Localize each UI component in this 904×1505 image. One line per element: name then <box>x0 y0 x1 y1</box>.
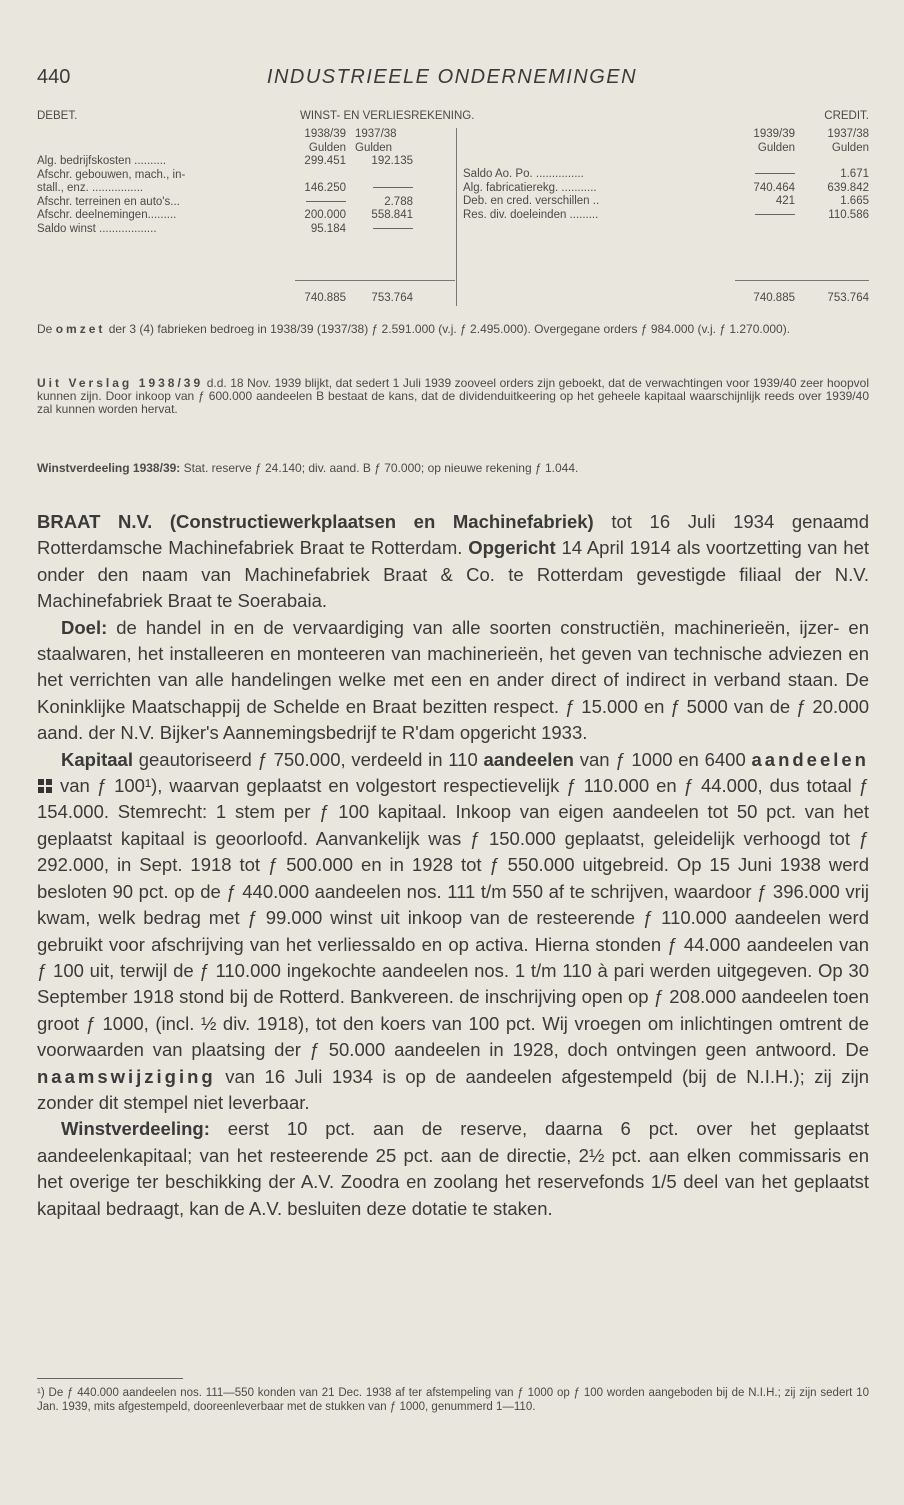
four-squares-icon <box>37 778 53 794</box>
year-header: 1937/38 <box>355 128 397 140</box>
kapitaal-text: van ƒ 100¹), waarvan geplaatst en volgestort respectievelijk ƒ 110.000 en ƒ 44.000, dus totaal ƒ 154.000. Stemrecht: 1 stem per ƒ 100 kapitaal. Inkoop van eigen aandeelen tot 50 pct. van het geplaatst kapitaal is geoorloofd. Aanvankelijk was ƒ 150.000 geplaatst, geleidelijk verhoogd tot ƒ 292.000, in Sept. 1918 tot ƒ 500.000 en in 1928 tot ƒ 550.000 uitgebreid. Op 15 Juni 1938 werd besloten 90 pct. op de ƒ 440.000 aandeelen nos. 111 t/m 550 af te schrijven, waardoor ƒ 396.000 vrij kwam, welk bedrag met ƒ 99.000 winst uit inkoop van de resteerende ƒ 110.000 aandeelen werd gebruikt voor afschrijving van het verliessaldo en op activa. Hierna stonden ƒ 44.000 aandeelen van ƒ 100 uit, terwijl de ƒ 110.000 ingekochte aandeelen nos. 1 t/m 110 à pari werden uitgegeven. Op 30 September 1918 stond bij de Rotterd. Bankvereen. de inschrijving open op ƒ 208.000 aandeelen toen groot ƒ 1000, (incl. ½ div. 1918), tot den koers van 100 pct. Wij vroegen om inlichtingen omtrent de voorwaarden van plaatsing der ƒ 50.000 aandeelen in 1928, doch ontvingen geen antwoord. De <box>37 775 870 1061</box>
naamswijziging-label: naamswijziging <box>37 1065 216 1087</box>
left-column-2 <box>353 155 413 236</box>
company-intro-text: tot 16 Juli 1934 genaamd Rotterdamsche Machinefabriek Braat te Rotterdam. <box>37 511 870 559</box>
cell-dash <box>292 196 346 210</box>
year-header: 1937/38 <box>827 128 869 140</box>
cell: 740.464 <box>753 181 795 194</box>
footnote-text: De ƒ 440.000 aandeelen nos. 111—550 konden van 21 Dec. 1938 af ter afstempeling van ƒ 1000 op ƒ 100 worden aangeboden bij de N.I.H.; zij zijn sedert 10 Jan. 1939, mits afgestempeld, dooreenleverbaar met de stukken van ƒ 1000, genummerd 1—110. <box>37 1387 869 1413</box>
left-total-2: 753.764 <box>371 292 413 304</box>
left-label: Alg. bedrijfskosten .......... <box>37 155 167 167</box>
doel-paragraph <box>37 615 869 747</box>
opgericht-label: Opgericht <box>468 537 556 559</box>
omzet-paragraph <box>37 323 869 336</box>
year-header: 1939/39 <box>753 128 795 140</box>
footnote-marker: ¹) <box>37 1387 45 1399</box>
right-label: Alg. fabricatierekg. ........... <box>463 181 597 194</box>
account-header <box>37 110 869 126</box>
right-column-2 <box>805 168 869 222</box>
cell-dash <box>353 182 413 196</box>
company-entry <box>37 509 869 1222</box>
right-column-1 <box>733 168 795 222</box>
cell: 1.665 <box>840 195 869 207</box>
center-divider <box>456 128 457 306</box>
right-label: Saldo Ao. Po. ............... <box>463 168 584 180</box>
credit-label: CREDIT. <box>824 110 869 122</box>
left-year-2 <box>355 128 415 155</box>
kapitaal-paragraph <box>37 747 869 1117</box>
doel-label: Doel: <box>61 616 108 638</box>
profit-loss-account <box>37 110 869 310</box>
winstverdeeling-summary <box>37 462 869 475</box>
cell <box>353 169 413 183</box>
winstverdeeling-text: eerst 10 pct. aan de reserve, daarna 6 pct. over het geplaatst aandeelenkapitaal; van het resteerende 25 pct. aan de directie, 2½ pct. aan elken commissaris en het overige ter beschikking der A.V. Zoodra en zoolang het reservefonds 1/5 deel van het geplaatst kapitaal bedraagt, kan de A.V. besluiten deze dotatie te staken. <box>37 1118 869 1219</box>
verslag-paragraph <box>37 377 869 416</box>
kapitaal-text: van ƒ 1000 en 6400 <box>579 748 746 770</box>
unit-header: Gulden <box>831 141 869 154</box>
left-label: Afschr. gebouwen, mach., in- <box>37 168 186 181</box>
cell <box>292 169 346 183</box>
left-total-rule <box>295 280 455 281</box>
right-total-rule <box>735 280 869 281</box>
footnote-rule <box>37 1378 183 1379</box>
doel-text: de handel in en de vervaardiging van alle soorten constructiën, machinerieën, ijzer- en staalwaren, het installeeren en monteeren van machinerieën, het geven van technische adviezen en het verrichten van alle handelingen welke met een en ander direct of indirect in verband staan. De Koninklijke Maatschappij de Schelde en Braat bezitten respect. ƒ 15.000 en ƒ 5000 van de ƒ 20.000 aand. der N.V. Bijker's Aannemingsbedrijf te R'dam opgericht 1933. <box>37 616 869 744</box>
cell: 200.000 <box>304 209 346 221</box>
left-year-1 <box>292 128 346 155</box>
unit-header: Gulden <box>355 141 393 154</box>
cell: 2.788 <box>384 195 413 208</box>
omzet-keyword: omzet <box>55 322 106 336</box>
right-total-1: 740.885 <box>753 292 795 304</box>
page-number: 440 <box>37 66 71 88</box>
cell: 299.451 <box>304 155 346 167</box>
aandeelen-label: aandeelen <box>483 748 574 770</box>
kapitaal-text: geautoriseerd ƒ 750.000, verdeeld in 110 <box>138 748 478 770</box>
omzet-prefix: De <box>37 322 53 336</box>
page-header <box>37 66 867 92</box>
kapitaal-label: Kapitaal <box>61 748 133 770</box>
right-total-2: 753.764 <box>827 292 869 304</box>
company-intro <box>37 509 869 615</box>
cell-dash <box>353 223 413 237</box>
right-labels <box>463 168 731 222</box>
cell: 192.135 <box>371 155 413 167</box>
right-label: Res. div. doeleinden ......... <box>463 208 599 221</box>
right-label: Deb. en cred. verschillen .. <box>463 195 600 207</box>
footnote <box>37 1386 869 1414</box>
cell: 146.250 <box>304 182 346 194</box>
omzet-text: der 3 (4) fabrieken bedroeg in 1938/39 (1937/38) ƒ 2.591.000 (v.j. ƒ 2.495.000). Overgegane orders ƒ 984.000 (v.j. ƒ 1.270.000). <box>108 322 791 336</box>
winstverdeeling-paragraph <box>37 1116 869 1222</box>
cell: 1.671 <box>840 168 869 180</box>
kapitaal-text: van 16 Juli 1934 is op de aandeelen afgestempeld (bij de N.I.H.); zij zijn zonder dit stempel niet leverbaar. <box>37 1065 869 1113</box>
company-name: BRAAT N.V. (Constructiewerkplaatsen en Machinefabriek) <box>37 511 594 532</box>
left-label: Afschr. deelnemingen......... <box>37 209 177 221</box>
running-title: INDUSTRIEELE ONDERNEMINGEN <box>266 66 638 88</box>
verslag-text: d.d. 18 Nov. 1939 blijkt, dat sedert 1 Juli 1939 zooveel orders zijn geboekt, dat de verwachtingen voor 1939/40 zeer hoopvol kunnen zijn. Door inkoop van ƒ 600.000 aandeelen B bestaat de kans, dat de dividenduitkeering op het geheele kapitaal waarschijnlijk reeds over 1939/40 zal kunnen worden hervat. <box>37 376 869 416</box>
right-year-1 <box>733 128 795 155</box>
aandeelen-spaced-label: aandeelen <box>751 748 869 770</box>
right-year-2 <box>805 128 869 155</box>
verslag-keyword: Uit Verslag 1938/39 <box>37 376 204 390</box>
left-label: stall., enz. ................ <box>37 182 144 194</box>
cell: 110.586 <box>828 208 869 221</box>
left-column-1 <box>292 155 346 236</box>
cell: 639.842 <box>827 181 869 194</box>
cell: 558.841 <box>371 209 413 221</box>
left-total-1: 740.885 <box>304 292 346 304</box>
cell-dash <box>733 209 795 223</box>
left-label: Saldo winst .................. <box>37 222 157 235</box>
unit-header: Gulden <box>308 141 346 154</box>
winstverdeeling-text: Stat. reserve ƒ 24.140; div. aand. B ƒ 70.000; op nieuwe rekening ƒ 1.044. <box>183 461 579 475</box>
account-title: WINST- EN VERLIESREKENING. <box>300 110 475 122</box>
unit-header: Gulden <box>757 141 795 154</box>
cell-dash <box>733 168 795 182</box>
cell: 421 <box>775 195 795 207</box>
year-header: 1938/39 <box>304 128 346 140</box>
cell: 95.184 <box>310 222 346 235</box>
winstverdeeling-keyword: Winstverdeeling 1938/39: <box>37 461 181 475</box>
winstverdeeling-label: Winstverdeeling: <box>61 1118 210 1140</box>
opgericht-text: 14 April 1914 als voortzetting van het onder den naam van Machinefabriek Braat & Co. te Rotterdam gevestigde filiaal der N.V. Machinefabriek Braat te Soerabaia. <box>37 537 870 612</box>
left-label: Afschr. terreinen en auto's... <box>37 195 180 208</box>
debet-label: DEBET. <box>37 110 78 122</box>
left-labels <box>37 155 292 236</box>
